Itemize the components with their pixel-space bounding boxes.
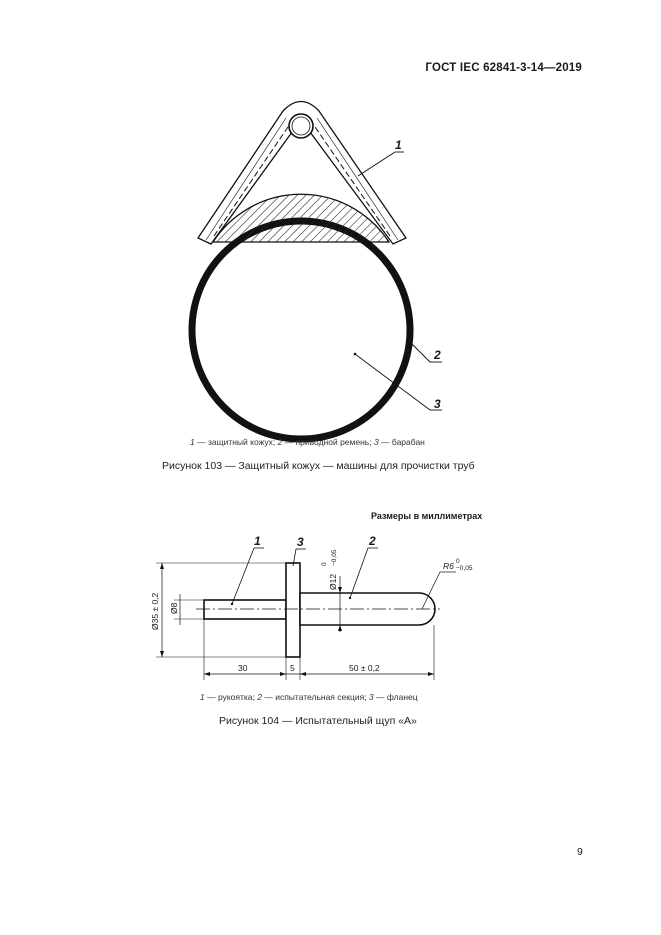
dim-section-tol-lower: −0,05 xyxy=(331,549,338,566)
fig104-callout-1: 1 xyxy=(254,534,261,548)
dim-handle-diameter: Ø8 xyxy=(169,602,179,614)
legend103-text-2: — приводной ремень; xyxy=(282,437,374,447)
dim-radius-tol-upper: 0 xyxy=(456,558,460,565)
drum-belt-ring xyxy=(192,221,410,439)
dim-section-length: 50 ± 0,2 xyxy=(349,663,380,673)
figure-103-legend xyxy=(190,437,425,447)
flange-body xyxy=(286,563,300,657)
handle-body xyxy=(204,600,286,619)
fig104-callout-2: 2 xyxy=(369,534,376,548)
dim-section-tol-upper: 0 xyxy=(321,562,328,566)
legend104-text-1: — рукоятка; xyxy=(204,692,258,702)
dim-radius: R6 xyxy=(443,561,454,571)
pulley-circle xyxy=(289,114,313,138)
legend103-num-2: 2 xyxy=(277,437,283,447)
page-number: 9 xyxy=(577,846,583,858)
legend104-text-3: — фланец xyxy=(373,692,418,702)
legend104-num-3: 3 xyxy=(368,692,374,702)
dim-radius-tol-lower: −0,05 xyxy=(456,565,473,572)
dim-flange-diameter: Ø35 ± 0,2 xyxy=(150,592,160,630)
fig103-callout-2: 2 xyxy=(434,348,441,362)
legend103-text-1: — защитный кожух; xyxy=(194,437,278,447)
dim-section-diameter: Ø12 xyxy=(328,573,338,590)
legend103-num-1: 1 xyxy=(190,437,195,447)
legend103-num-3: 3 xyxy=(373,437,379,447)
legend103-text-3: — барабан xyxy=(378,437,425,447)
figure-104-caption: Рисунок 104 — Испытательный щуп «А» xyxy=(219,715,417,727)
document-header: ГОСТ IEC 62841-3-14—2019 xyxy=(425,62,582,74)
figure-103-drawing xyxy=(192,102,442,440)
dim-flange-width: 5 xyxy=(290,663,295,673)
legend104-text-2: — испытательная секция; xyxy=(261,692,369,702)
fig103-callout-3: 3 xyxy=(434,397,441,411)
fig103-callout-1: 1 xyxy=(395,138,402,152)
dim-handle-length: 30 xyxy=(238,663,248,673)
legend104-num-2: 2 xyxy=(257,692,262,702)
figure-104-dims-note: Размеры в миллиметрах xyxy=(371,511,483,521)
legend104-num-1: 1 xyxy=(200,692,205,702)
figure-104-legend xyxy=(200,692,418,702)
figure-103-caption: Рисунок 103 — Защитный кожух — машины для прочистки труб xyxy=(162,460,475,472)
fig104-callout-3: 3 xyxy=(297,535,304,549)
figure-104-drawing xyxy=(150,534,473,680)
